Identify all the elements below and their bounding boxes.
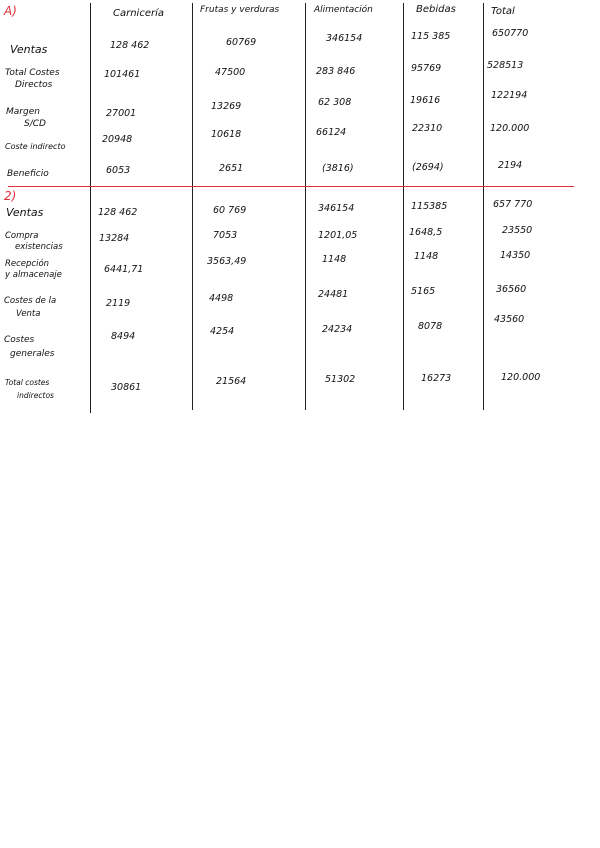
cell-value: (2694) (412, 162, 444, 173)
cell-value: (3816) (322, 163, 354, 174)
cell-value: 6441,71 (104, 264, 144, 275)
cell-value: 4498 (209, 293, 234, 304)
cell-value: 1201,05 (318, 230, 358, 241)
cell-value: 21564 (216, 376, 247, 387)
header-alimentacion: Alimentación (314, 5, 373, 15)
cell-value: 528513 (487, 60, 524, 71)
cell-value: 101461 (104, 69, 141, 80)
row-label-costes-generales (4, 333, 54, 361)
cell-value: 120.000 (501, 372, 541, 383)
section-a-marker: A) (4, 4, 17, 18)
cell-value: 283 846 (316, 66, 356, 77)
cell-value: 115385 (411, 201, 448, 212)
row-label-line: Directos (15, 80, 53, 90)
cell-value: 22310 (412, 123, 443, 134)
header-bebidas: Bebidas (416, 4, 456, 15)
cell-value: 128 462 (98, 207, 138, 218)
cell-value: 60769 (226, 37, 257, 48)
row-label-costes-venta (4, 295, 56, 321)
cell-value: 2194 (498, 160, 523, 171)
cell-value: 24481 (318, 289, 349, 300)
cell-value: 650770 (492, 28, 529, 39)
row-label-ventas: Ventas (6, 206, 44, 219)
cell-value: 2651 (219, 163, 244, 174)
cell-value: 16273 (421, 373, 452, 384)
cell-value: 95769 (411, 63, 442, 74)
column-divider-2 (192, 3, 193, 410)
cell-value: 24234 (322, 324, 353, 335)
row-label-line: y almacenaje (5, 270, 62, 280)
cell-value: 346154 (326, 33, 363, 44)
row-label-line: existencias (15, 242, 63, 252)
cell-value: 3563,49 (207, 256, 247, 267)
column-divider-5 (483, 3, 484, 410)
header-frutas-verduras: Frutas y verduras (200, 5, 280, 15)
cell-value: 6053 (106, 165, 131, 176)
section-b-marker: 2) (4, 189, 17, 203)
row-label-beneficio: Beneficio (7, 169, 49, 179)
row-label-line: Costes de la (4, 296, 57, 306)
cell-value: 47500 (215, 67, 246, 78)
cell-value: 8078 (418, 321, 443, 332)
column-divider-4 (403, 3, 404, 410)
cell-value: 13269 (211, 101, 242, 112)
row-label-line: S/CD (24, 119, 46, 129)
cell-value: 30861 (111, 382, 142, 393)
cell-value: 1648,5 (409, 227, 443, 238)
cell-value: 19616 (410, 95, 441, 106)
cell-value: 8494 (111, 331, 136, 342)
cell-value: 13284 (99, 233, 130, 244)
row-label-line: Recepción (5, 259, 50, 269)
row-label-total-costes-directos (5, 67, 60, 91)
row-label-margen (6, 106, 46, 130)
row-label-recepcion-almacenaje (5, 259, 62, 281)
row-label-line: generales (10, 349, 55, 359)
row-label-line: Total costes (5, 378, 50, 387)
cell-value: 36560 (496, 284, 527, 295)
header-carniceria: Carnicería (113, 8, 165, 19)
cell-value: 62 308 (318, 97, 352, 108)
cell-value: 23550 (502, 225, 533, 236)
cell-value: 122194 (491, 90, 528, 101)
cell-value: 60 769 (213, 205, 247, 216)
cell-value: 346154 (318, 203, 355, 214)
cell-value: 27001 (106, 108, 137, 119)
row-label-total-costes-indirectos (5, 376, 54, 402)
cell-value: 66124 (316, 127, 347, 138)
cell-value: 128 462 (110, 40, 150, 51)
section-divider (8, 186, 574, 187)
cell-value: 51302 (325, 374, 356, 385)
cell-value: 1148 (414, 251, 439, 262)
row-label-line: Compra (5, 231, 39, 241)
row-label-coste-indirecto: Coste indirecto (5, 142, 66, 151)
cell-value: 5165 (411, 286, 436, 297)
row-label-ventas: Ventas (10, 43, 48, 56)
row-label-line: Costes (4, 335, 35, 345)
cell-value: 1148 (322, 254, 347, 265)
cell-value: 10618 (211, 129, 242, 140)
cell-value: 120.000 (490, 123, 530, 134)
cell-value: 20948 (102, 134, 133, 145)
column-divider-3 (305, 3, 306, 410)
cell-value: 14350 (500, 250, 531, 261)
row-label-line: Margen (6, 107, 40, 117)
cell-value: 7053 (213, 230, 238, 241)
header-total: Total (491, 6, 515, 17)
row-label-compra-existencias (5, 231, 63, 253)
cell-value: 657 770 (493, 199, 533, 210)
row-label-line: Venta (16, 309, 41, 319)
cell-value: 4254 (210, 326, 235, 337)
row-label-line: indirectos (17, 391, 54, 400)
column-divider-1 (90, 3, 91, 413)
cell-value: 43560 (494, 314, 525, 325)
cell-value: 2119 (106, 298, 131, 309)
row-label-line: Total Costes (5, 68, 60, 78)
cell-value: 115 385 (411, 31, 451, 42)
